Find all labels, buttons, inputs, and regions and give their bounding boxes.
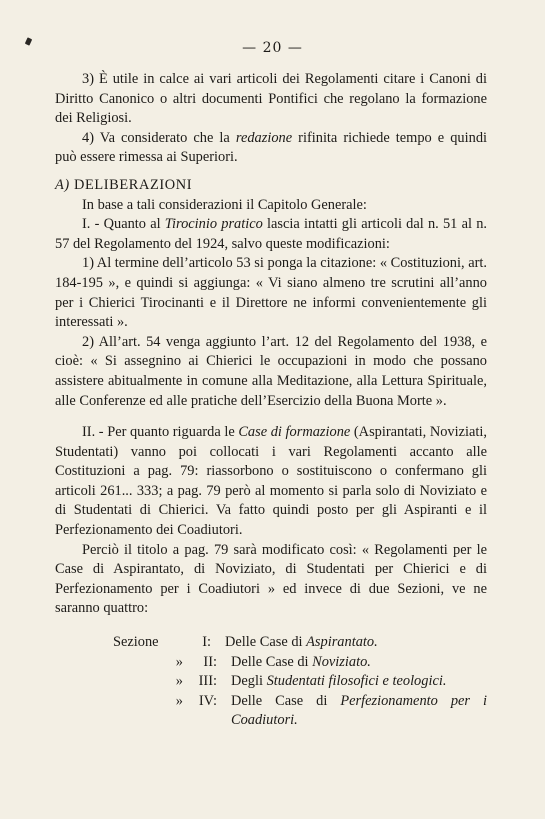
section-item — [55, 653, 487, 673]
paragraph-4: 4) Va considerato che la redazione rifinita richiede tempo e quindi può essere rimessa ai Superiori. — [55, 129, 488, 166]
section-prefix: Sezione — [113, 634, 159, 651]
section-heading: A) DELIBERAZIONI — [55, 176, 193, 193]
paragraph-I-2: 2) All’art. 54 venga aggiunto l’art. 12 del Regolamento del 1938, e cioè: « Si assegnino ai Chierici le occupazioni in modo che possano assistere abitualmente in comune alla Meditazione, alla Lettura Spirituale, alle Conferenze ed alle pratiche dell’Esercizio della Buona Morte ». — [55, 333, 487, 409]
intro-paragraph: In base a tali considerazioni il Capitolo Generale: — [82, 196, 367, 213]
paragraph-3: 3) È utile in calce ai vari articoli dei Regolamenti citare i Canoni di Diritto Canonico o altri documenti Pontifici che regolano la formazione dei Religiosi. — [55, 71, 487, 127]
paragraph-I-1: 1) Al termine dell’articolo 53 si ponga la citazione: « Costituzioni, art. 184-195 », e quindi si aggiunga: « Vi siano almeno tre scrutini all’anno per i Chierici Tirocinanti e il Direttore ne informi convenientemente gli interessati ». — [55, 255, 487, 331]
section-prefix: » — [175, 673, 183, 690]
section-item — [55, 692, 487, 731]
body-text — [55, 70, 487, 731]
section-number: IV: — [198, 692, 217, 709]
section-item — [55, 672, 487, 692]
section-prefix: » — [175, 692, 183, 709]
section-number: II: — [203, 653, 217, 670]
section-title: Degli Studentati filosofici e teologici. — [231, 673, 447, 690]
paragraph-percio: Perciò il titolo a pag. 79 sarà modificato così: « Regolamenti per le Case di Aspirantato, di Noviziato, di Studentati per Chierici e di Perfezionamento per i Coadiutori » ed invece di due Sezioni, ve ne saranno quattro: — [55, 541, 487, 617]
paragraph-II: II. - Per quanto riguarda le Case di formazione (Aspirantati, Noviziati, Studentati) vanno poi collocati i vari Regolamenti accanto alle Costituzioni a pag. 79: riassorbono o sostituiscono o confermano gli articoli 261... 333; a pag. 79 però al momento si parla solo di Noviziato e di Studentati di Chierici. Va fatto quindi posto per gli Aspiranti e il Perfezionamento dei Coadiutori. — [55, 424, 487, 539]
section-item — [55, 633, 487, 653]
section-title: Delle Case di Aspirantato. — [225, 634, 378, 651]
section-prefix: » — [175, 653, 183, 670]
page-number: — 20 — — [242, 40, 303, 56]
section-title: Delle Case di Perfezionamento per i Coadiutori. — [231, 692, 487, 729]
sections-list — [55, 633, 487, 731]
section-title: Delle Case di Noviziato. — [231, 653, 371, 670]
paragraph-I: I. - Quanto al Tirocinio pratico lascia intatti gli articoli dal n. 51 al n. 57 del Regolamento del 1924, salvo queste modificazioni: — [55, 216, 487, 252]
section-number: I: — [202, 634, 211, 651]
section-number: III: — [198, 673, 217, 690]
